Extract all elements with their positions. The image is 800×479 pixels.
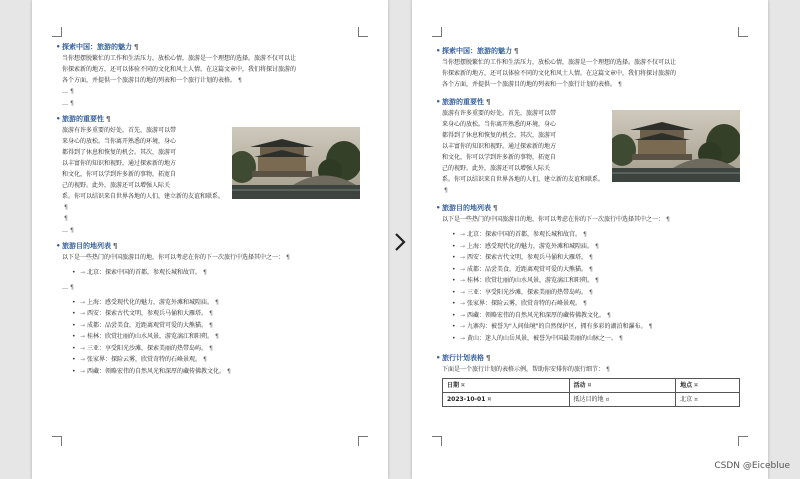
importance-section: 旅游有许多重要的好处。首先，旅游可以带 来身心的放松。当你离开熟悉的环境，身心 都得到了休息和恢复的机会。其次，旅游可 以丰富你的知识和视野。通过探索新的地方 和文化，你可以学到许多新的事物，拓宽自 己的视野。此外，旅游还可以增强人际关 系。你可以结识来自世界各地的人们，建立新的友谊和联系。¶ bbox=[62, 125, 360, 213]
table-header-row bbox=[443, 379, 740, 393]
list-item: • → 上海：感受现代化的魅力，游览外滩和城隍庙。 ¶ bbox=[80, 297, 360, 309]
list-item: • → 成都：品尝美食，近距离观赏可爱的大熊猫。 ¶ bbox=[80, 320, 360, 332]
document-page-original bbox=[32, 0, 388, 479]
blank-paragraph: … ¶ bbox=[62, 100, 74, 107]
table-header-cell: 活动 ¤ bbox=[569, 379, 676, 393]
list-item: • → 西藏：领略宏伟的自然风光和深厚的藏传佛教文化。 ¶ bbox=[80, 366, 360, 378]
destination-list bbox=[80, 297, 360, 378]
list-intro: 以下是一些热门的中国旅游目的地，你可以考虑在你的下一次旅行中选择其中之一： ¶ bbox=[62, 254, 290, 261]
travel-plan-table bbox=[442, 378, 740, 407]
list-item: • → 九寨沟：被誉为"人间仙境"的自然保护区，拥有多彩的湖泊和瀑布。 ¶ bbox=[460, 321, 740, 333]
list-item: • → 三亚：享受阳光沙滩，探索美丽的热带岛屿。 ¶ bbox=[460, 287, 740, 299]
heading-attraction: • 探索中国：旅游的魅力 ¶ bbox=[62, 41, 360, 53]
list-item: • → 上海：感受现代化的魅力，游览外滩和城隍庙。 ¶ bbox=[460, 241, 740, 253]
table-cell: 2023-10-01 ¤ bbox=[443, 393, 570, 407]
list-item: • → 北京：探索中国的首都，参观长城和故宫。 ¶ bbox=[460, 229, 740, 241]
destination-list bbox=[80, 267, 360, 279]
watermark: CSDN @Eiceblue bbox=[714, 461, 790, 471]
crop-mark bbox=[738, 436, 748, 446]
intro-paragraph: 当你想摆脱繁忙的工作和生活压力，放松心情，旅游是一个理想的选择。旅游不仅可以让 你探索新的地方，还可以体验不同的文化和风土人情。在这篇文章中，我们将探讨旅游的 各个方面，并提供一个旅游目的地的列表和一个旅行计划的表格。 ¶ bbox=[62, 55, 297, 84]
crop-mark bbox=[432, 436, 442, 446]
pagoda-photo bbox=[232, 127, 360, 199]
heading-destinations: • 旅游目的地列表 ¶ bbox=[442, 202, 740, 214]
list-item: • → 西安：探索古代文明，参观兵马俑和大雁塔。 ¶ bbox=[80, 308, 360, 320]
heading-importance: • 旅游的重要性 ¶ bbox=[62, 113, 360, 125]
table-header-cell: 地点 ¤ bbox=[676, 379, 740, 393]
crop-mark bbox=[358, 436, 368, 446]
destination-list bbox=[460, 229, 740, 344]
table-header-cell: 日期 ¤ bbox=[443, 379, 570, 393]
chevron-right-icon bbox=[391, 231, 409, 253]
crop-mark bbox=[52, 27, 62, 37]
document-page-result bbox=[412, 0, 768, 479]
heading-importance: • 旅游的重要性 ¶ bbox=[442, 96, 740, 108]
list-item: • → 桂林：欣赏壮丽的山水风景，游览漓江和阳朔。 ¶ bbox=[460, 275, 740, 287]
table-row bbox=[443, 393, 740, 407]
list-item: • → 成都：品尝美食，近距离观赏可爱的大熊猫。 ¶ bbox=[460, 264, 740, 276]
table-cell: 北京 ¤ bbox=[676, 393, 740, 407]
crop-mark bbox=[52, 436, 62, 446]
list-item: • → 西藏：领略宏伟的自然风光和深厚的藏传佛教文化。 ¶ bbox=[460, 310, 740, 322]
list-item: • → 三亚：享受阳光沙滩，探索美丽的热带岛屿。 ¶ bbox=[80, 343, 360, 355]
list-intro: 以下是一些热门的中国旅游目的地，你可以考虑在你的下一次旅行中选择其中之一： ¶ bbox=[442, 216, 670, 223]
table-intro: 下面是一个旅行计划的表格示例，帮助你安排你的旅行细节： ¶ bbox=[442, 366, 610, 373]
list-item: • → 北京：探索中国的首都，参观长城和故宫。 ¶ bbox=[80, 267, 360, 279]
blank-paragraph: … ¶ bbox=[62, 227, 74, 234]
heading-attraction: • 探索中国：旅游的魅力 ¶ bbox=[442, 45, 740, 57]
importance-section: 旅游有许多重要的好处。首先，旅游可以带 来身心的放松。当你离开熟悉的环境，身心 都得到了休息和恢复的机会。其次，旅游可 以丰富你的知识和视野。通过探索新的地方 和文化，你可以学到许多新的事物，拓宽自 己的视野。此外，旅游还可以增强人际关 系。你可以结识来自世界各地的人们，建立新的友谊和联系。¶ bbox=[442, 108, 740, 196]
crop-mark bbox=[432, 27, 442, 37]
intro-paragraph: 当你想摆脱繁忙的工作和生活压力，放松心情，旅游是一个理想的选择。旅游不仅可以让 你探索新的地方，还可以体验不同的文化和风土人情。在这篇文章中，我们将探讨旅游的 各个方面，并提供一个旅游目的地的列表和一个旅行计划的表格。 ¶ bbox=[442, 59, 677, 88]
crop-mark bbox=[738, 27, 748, 37]
table-cell: 抵达目的地 ¤ bbox=[569, 393, 676, 407]
crop-mark bbox=[358, 27, 368, 37]
list-item: • → 张家界：探险云雾，欣赏奇特的石峰景观。 ¶ bbox=[460, 298, 740, 310]
blank-paragraph: … ¶ bbox=[62, 283, 74, 291]
heading-plan-table: • 旅行计划表格 ¶ bbox=[442, 352, 740, 364]
pagoda-photo bbox=[612, 110, 740, 182]
list-item: • → 张家界：探险云雾，欣赏奇特的石峰景观。 ¶ bbox=[80, 354, 360, 366]
list-item: • → 西安：探索古代文明，参观兵马俑和大雁塔。 ¶ bbox=[460, 252, 740, 264]
blank-paragraph: … ¶ bbox=[62, 88, 74, 95]
list-item: • → 桂林：欣赏壮丽的山水风景，游览漓江和阳朔。 ¶ bbox=[80, 331, 360, 343]
list-item: • → 黄山：迷人的山岳风景，被誉为中国最美丽的山脉之一。 ¶ bbox=[460, 333, 740, 345]
blank-paragraph: ¶ bbox=[64, 215, 68, 222]
heading-destinations: • 旅游目的地列表 ¶ bbox=[62, 240, 360, 252]
